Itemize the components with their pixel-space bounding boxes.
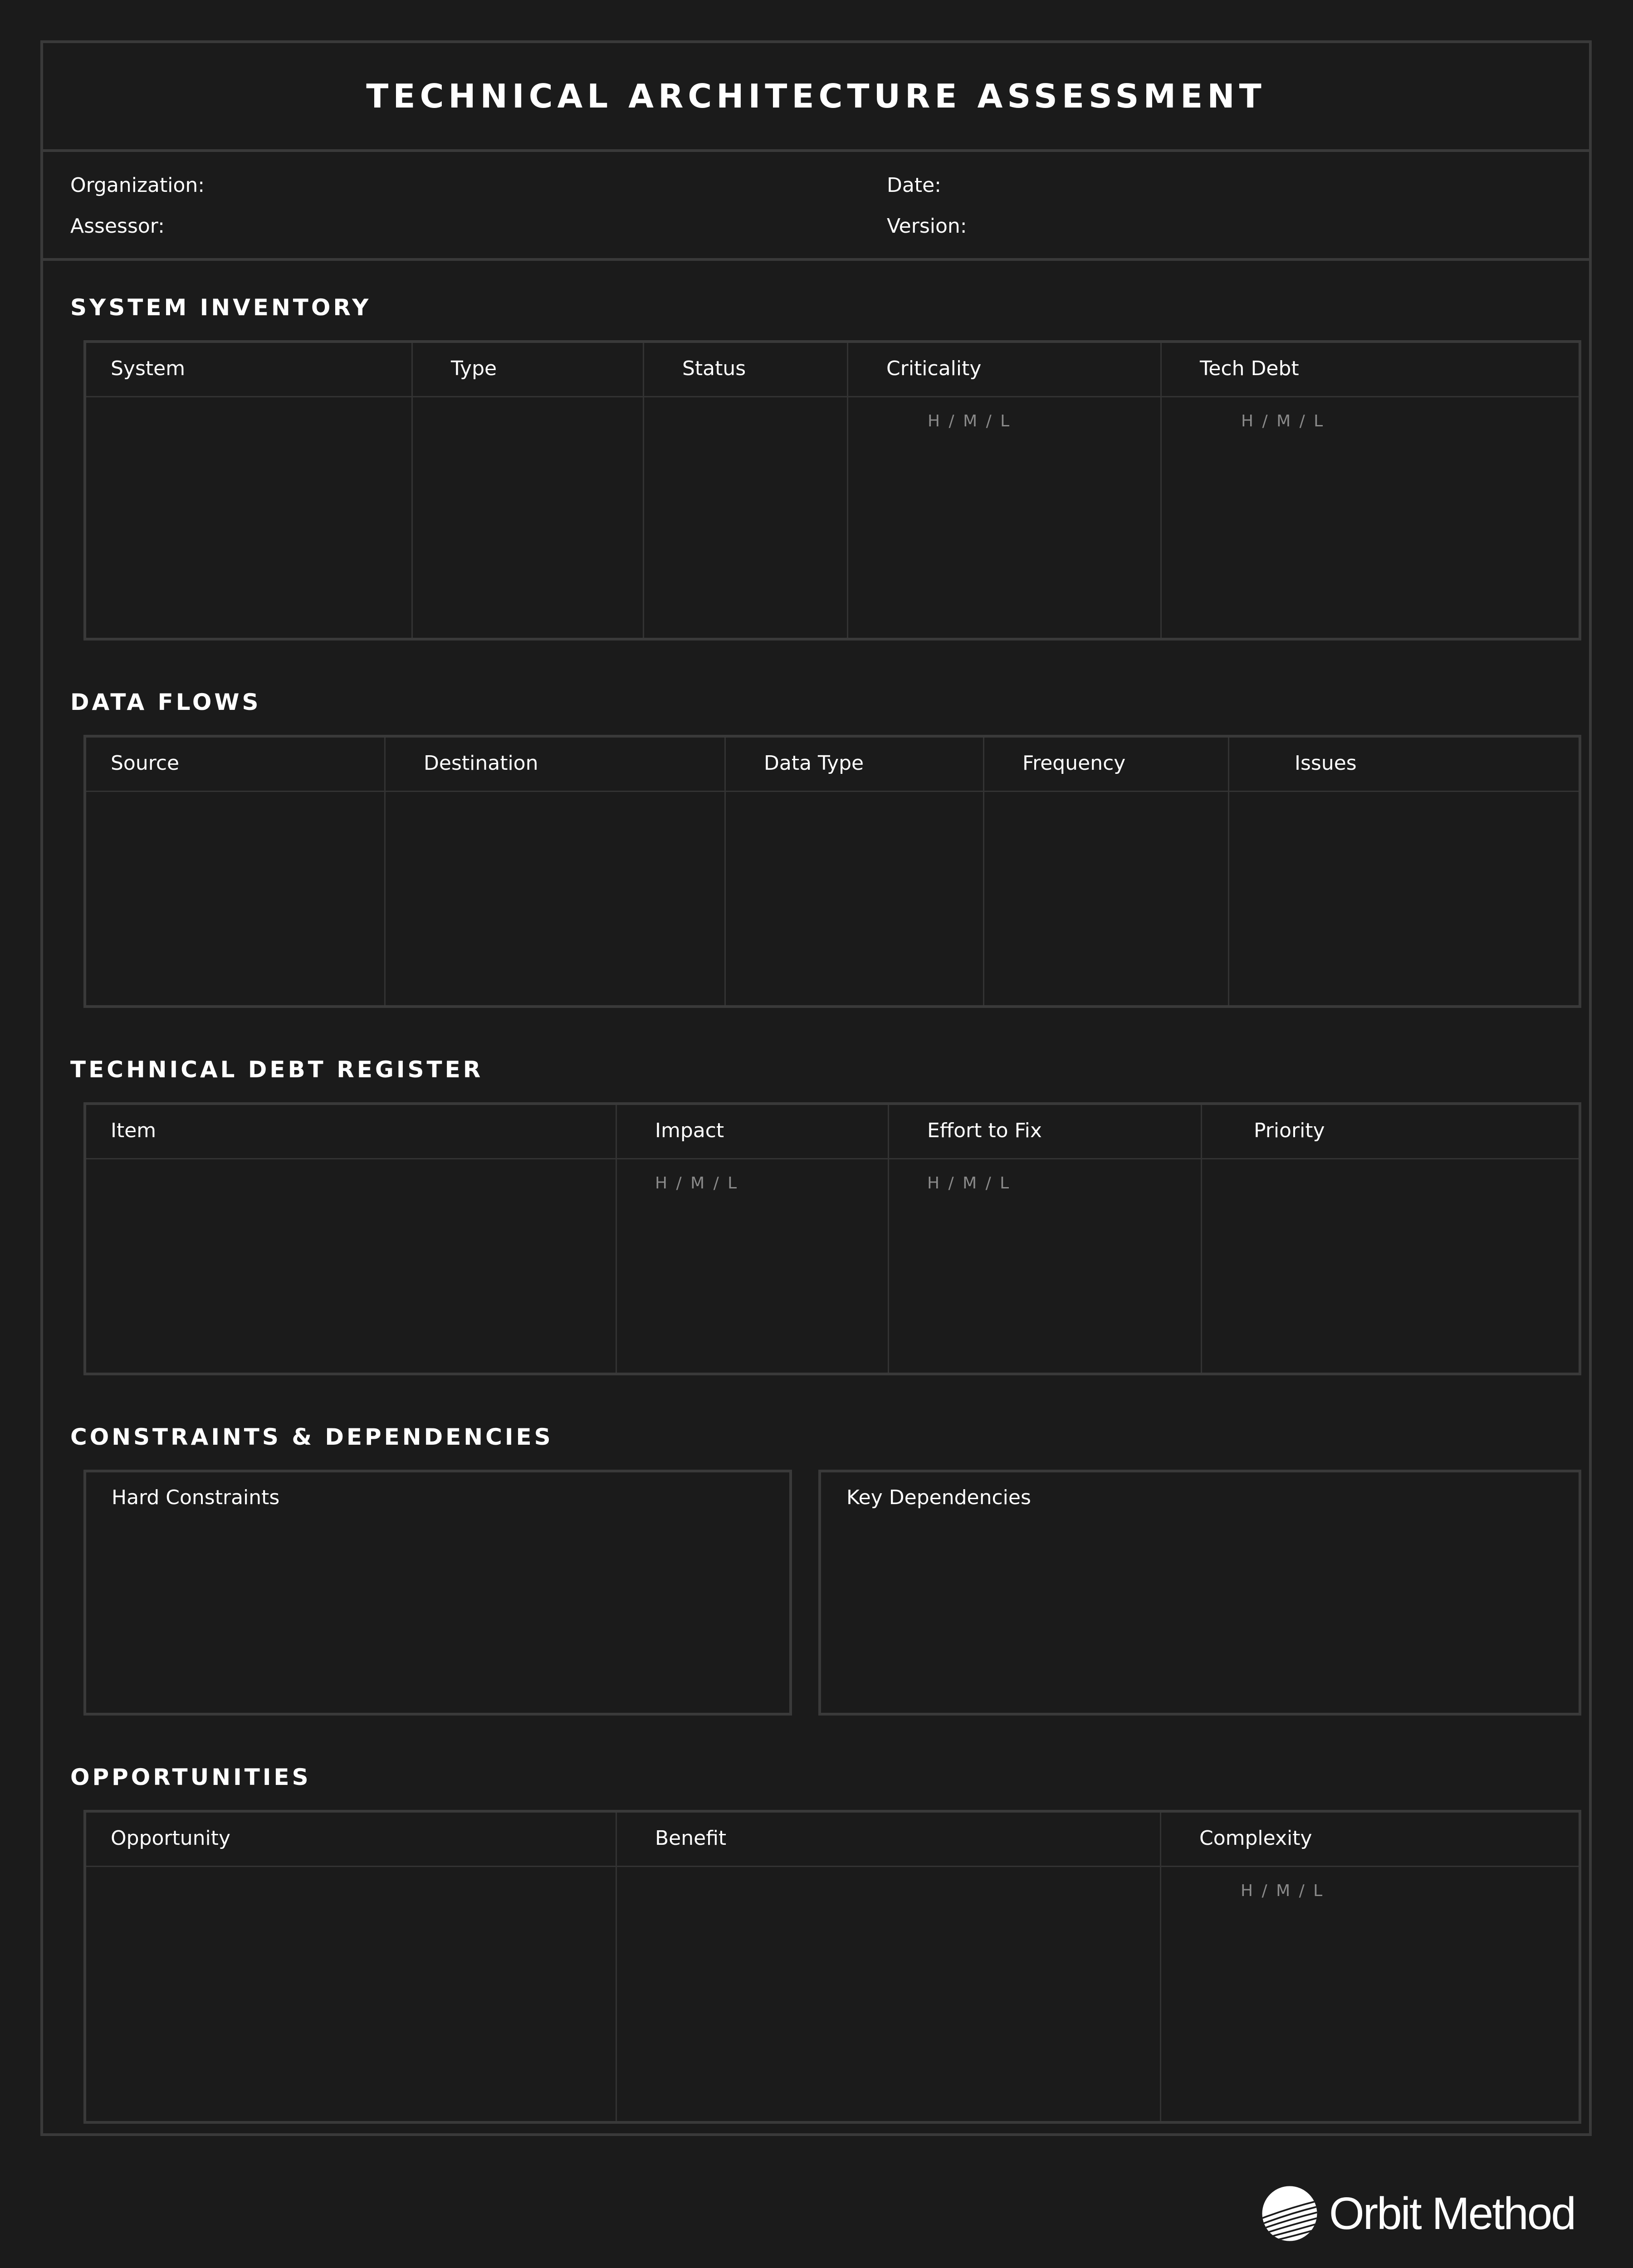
column-divider [411,343,413,638]
column-header-destination: Destination [424,752,538,775]
date-label: Date: [887,174,941,197]
version-label: Version: [887,215,967,238]
column-header-status: Status [682,357,746,380]
column-divider [1160,1813,1161,2121]
column-header-tech-debt: Tech Debt [1200,357,1299,380]
column-header-priority: Priority [1254,1119,1325,1142]
assessor-label: Assessor: [70,215,165,238]
column-header-benefit: Benefit [655,1827,727,1850]
impact-hint: H / M / L [655,1174,739,1193]
hard-constraints-label: Hard Constraints [112,1486,280,1509]
column-divider [1160,343,1162,638]
system-inventory-table [83,340,1581,640]
table-header [86,343,1579,397]
column-divider [847,343,848,638]
column-divider [616,1813,617,2121]
brand-name: Orbit Method [1329,2188,1575,2239]
criticality-hint: H / M / L [928,412,1012,430]
effort-hint: H / M / L [927,1174,1011,1193]
brand-logo [1261,2184,1575,2243]
opportunities-table [83,1810,1581,2124]
data-flows-table [83,735,1581,1008]
constraints-heading: CONSTRAINTS & DEPENDENCIES [70,1424,553,1450]
column-divider [724,738,726,1005]
column-header-source: Source [111,752,180,775]
key-dependencies-label: Key Dependencies [846,1486,1031,1509]
column-divider [616,1105,617,1373]
column-divider [1228,738,1229,1005]
column-header-impact: Impact [655,1119,724,1142]
title-bar [43,43,1589,152]
orbit-sphere-icon [1261,2185,1318,2242]
column-header-data-type: Data Type [764,752,864,775]
data-flows-heading: DATA FLOWS [70,689,261,715]
column-header-complexity: Complexity [1199,1827,1312,1850]
tech-debt-hint: H / M / L [1241,412,1325,430]
column-header-criticality: Criticality [886,357,982,380]
meta-fields [43,152,1589,261]
column-divider [384,738,386,1005]
hard-constraints-box [83,1470,792,1716]
complexity-hint: H / M / L [1241,1882,1325,1900]
column-header-effort-to-fix: Effort to Fix [927,1119,1042,1142]
tech-debt-register-table [83,1102,1581,1375]
key-dependencies-box [818,1470,1581,1716]
column-header-system: System [111,357,186,380]
column-divider [643,343,644,638]
tech-debt-register-heading: TECHNICAL DEBT REGISTER [70,1056,484,1083]
column-header-type: Type [451,357,497,380]
organization-label: Organization: [70,174,205,197]
page-title: TECHNICAL ARCHITECTURE ASSESSMENT [366,77,1266,115]
column-header-frequency: Frequency [1022,752,1126,775]
column-header-opportunity: Opportunity [111,1827,231,1850]
table-header [86,1813,1579,1867]
column-header-issues: Issues [1295,752,1357,775]
column-divider [888,1105,889,1373]
opportunities-heading: OPPORTUNITIES [70,1764,311,1790]
table-header [86,1105,1579,1159]
assessment-sheet [40,40,1592,2136]
column-divider [983,738,984,1005]
column-header-item: Item [111,1119,156,1142]
system-inventory-heading: SYSTEM INVENTORY [70,294,372,321]
column-divider [1201,1105,1202,1373]
